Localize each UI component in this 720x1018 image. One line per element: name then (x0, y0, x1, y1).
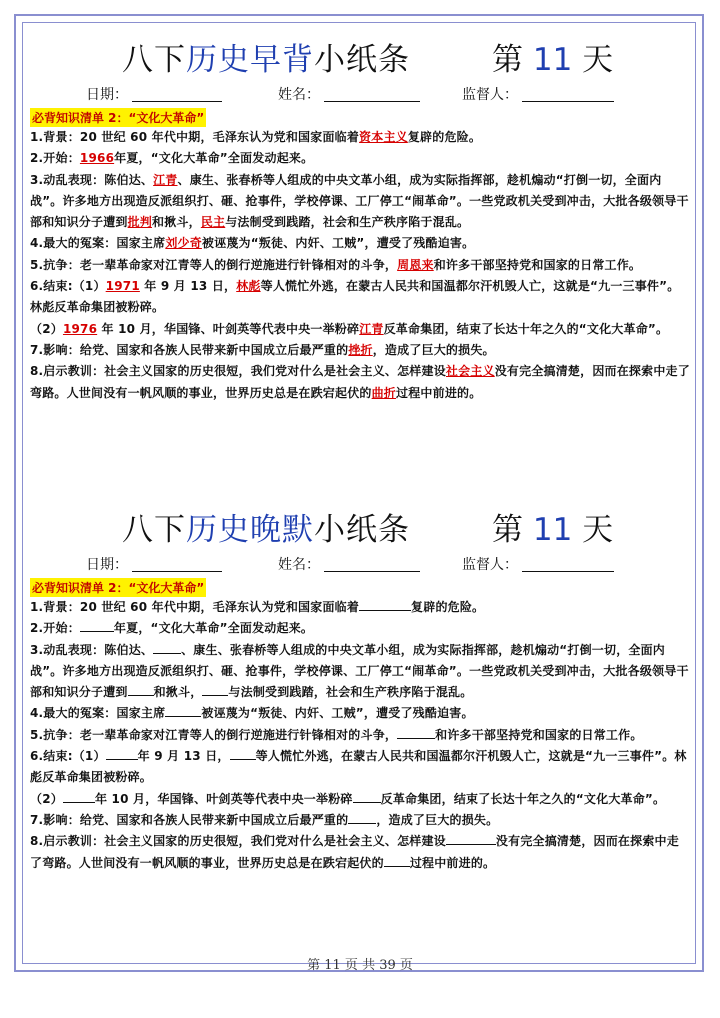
answer-blank[interactable] (397, 726, 435, 739)
answer-blank[interactable] (359, 598, 411, 611)
supervisor-field[interactable] (522, 557, 614, 572)
evening-item-7: 7.影响：给党、国家和各族人民带来新中国成立后最严重的 ，造成了巨大的损失。 (30, 812, 499, 827)
supervisor-label: 监督人： (462, 87, 518, 103)
morning-item-7: 7.影响：给党、国家和各族人民带来新中国成立后最严重的挫折，造成了巨大的损失。 (30, 342, 495, 357)
answer-blank[interactable] (230, 747, 256, 760)
morning-item-2: 2.开始：1966年夏，“文化大革命”全面发动起来。 (30, 151, 314, 166)
date-field[interactable] (132, 87, 222, 102)
supervisor-field[interactable] (522, 87, 614, 102)
name-label: 姓名： (278, 87, 320, 103)
name-field[interactable] (324, 557, 420, 572)
morning-title-row (30, 30, 690, 82)
answer-blank[interactable] (80, 619, 114, 632)
answer-blank[interactable] (128, 683, 154, 696)
morning-day: 第 11 天 (492, 41, 614, 78)
evening-item-1: 1.背景：20 世纪 60 年代中期，毛泽东认为党和国家面临着 复辟的危险。 (30, 600, 485, 614)
answer-blank[interactable] (165, 704, 201, 717)
answer-blank[interactable] (153, 641, 181, 654)
evening-body (30, 597, 690, 874)
date-label: 日期： (86, 557, 128, 573)
morning-section (30, 30, 690, 404)
evening-tag: 必背知识清单 2：“文化大革命” (30, 578, 206, 597)
evening-item-5: 5.抗争：老一辈革命家对江青等人的倒行逆施进行针锋相对的斗争， 和许多干部坚持党和国家的日常工作。 (30, 727, 643, 742)
morning-item-5: 5.抗争：老一辈革命家对江青等人的倒行逆施进行针锋相对的斗争，周恩来和许多干部坚持党和国家的日常工作。 (30, 257, 642, 272)
answer-blank[interactable] (202, 683, 228, 696)
answer-blank[interactable] (446, 832, 496, 845)
answer-blank[interactable] (353, 790, 381, 803)
evening-item-4: 4.最大的冤案：国家主席 被诬蔑为“叛徒、内奸、工贼”，遭受了残酷迫害。 (30, 706, 474, 721)
evening-item-3: 3.动乱表现：陈伯达、 、康生、张春桥等人组成的中央文革小组，成为实际指挥部，趁机煽动“打倒一切，全面内战”。许多地方出现造反派组织打、砸、抢事件，学校停课、工厂停工“闹革命”。一些党政机关受到冲击，大批各级领导干部和知识分子遭到 和揪斗， 与法制受到践踏，社会和生产秩序陷于混乱。 (30, 642, 689, 700)
morning-item-8: 8.启示教训：社会主义国家的历史很短，我们党对什么是社会主义、怎样建设社会主义没有完全搞清楚，因而在探索中走了弯路。人世间没有一帆风顺的事业，世界历史总是在跌宕起伏的曲折过程中前进的。 (30, 364, 690, 400)
evening-item-6b: （2） 年 10 月，华国锋、叶剑英等代表中央一举粉碎 反革命集团，结束了长达十年之久的“文化大革命”。 (30, 791, 666, 806)
evening-title: 八下历史晚默小纸条 (122, 511, 410, 548)
evening-info-row (86, 552, 690, 576)
morning-item-3: 3.动乱表现：陈伯达、江青、康生、张春桥等人组成的中央文革小组，成为实际指挥部，趁机煽动“打倒一切，全面内战”。许多地方出现造反派组织打、砸、抢事件，学校停课、工厂停工“闹革命”。一些党政机关受到冲击，大批各级领导干部和知识分子遭到批判和揪斗，民主与法制受到践踏，社会和生产秩序陷于混乱。 (30, 172, 689, 230)
morning-title: 八下历史早背小纸条 (122, 41, 410, 78)
date-label: 日期： (86, 87, 128, 103)
morning-item-6: 6.结束:（1）1971 年 9 月 13 日，林彪等人慌忙外逃，在蒙古人民共和国温都尔汗机毁人亡，这就是“九一三事件”。林彪反革命集团被粉碎。 (30, 279, 680, 315)
page-number-footer: 第 11 页 共 39 页 (307, 958, 413, 973)
evening-item-8: 8.启示教训：社会主义国家的历史很短，我们党对什么是社会主义、怎样建设 没有完全搞清楚，因而在探索中走了弯路。人世间没有一帆风顺的事业，世界历史总是在跌宕起伏的 过程中前进的。 (30, 834, 679, 870)
answer-blank[interactable] (384, 854, 410, 867)
morning-info-row (86, 82, 690, 106)
supervisor-label: 监督人： (462, 557, 518, 573)
evening-item-2: 2.开始： 年夏，“文化大革命”全面发动起来。 (30, 621, 314, 636)
date-field[interactable] (132, 557, 222, 572)
evening-title-row (30, 500, 690, 552)
morning-tag: 必背知识清单 2：“文化大革命” (30, 108, 206, 127)
morning-item-4: 4.最大的冤案：国家主席刘少奇被诬蔑为“叛徒、内奸、工贼”，遭受了残酷迫害。 (30, 236, 475, 251)
morning-item-6b: （2）1976 年 10 月，华国锋、叶剑英等代表中央一举粉碎江青反革命集团，结束了长达十年之久的“文化大革命”。 (30, 321, 669, 336)
name-label: 姓名： (278, 557, 320, 573)
name-field[interactable] (324, 87, 420, 102)
evening-section (30, 500, 690, 874)
morning-body (30, 127, 690, 404)
evening-day: 第 11 天 (492, 511, 614, 548)
answer-blank[interactable] (63, 790, 95, 803)
evening-item-6: 6.结束:（1） 年 9 月 13 日， 等人慌忙外逃，在蒙古人民共和国温都尔汗机毁人亡，这就是“九一三事件”。林彪反革命集团被粉碎。 (30, 749, 687, 785)
answer-blank[interactable] (106, 747, 138, 760)
morning-item-1: 1.背景：20 世纪 60 年代中期，毛泽东认为党和国家面临着资本主义复辟的危险。 (30, 130, 482, 144)
answer-blank[interactable] (348, 811, 376, 824)
